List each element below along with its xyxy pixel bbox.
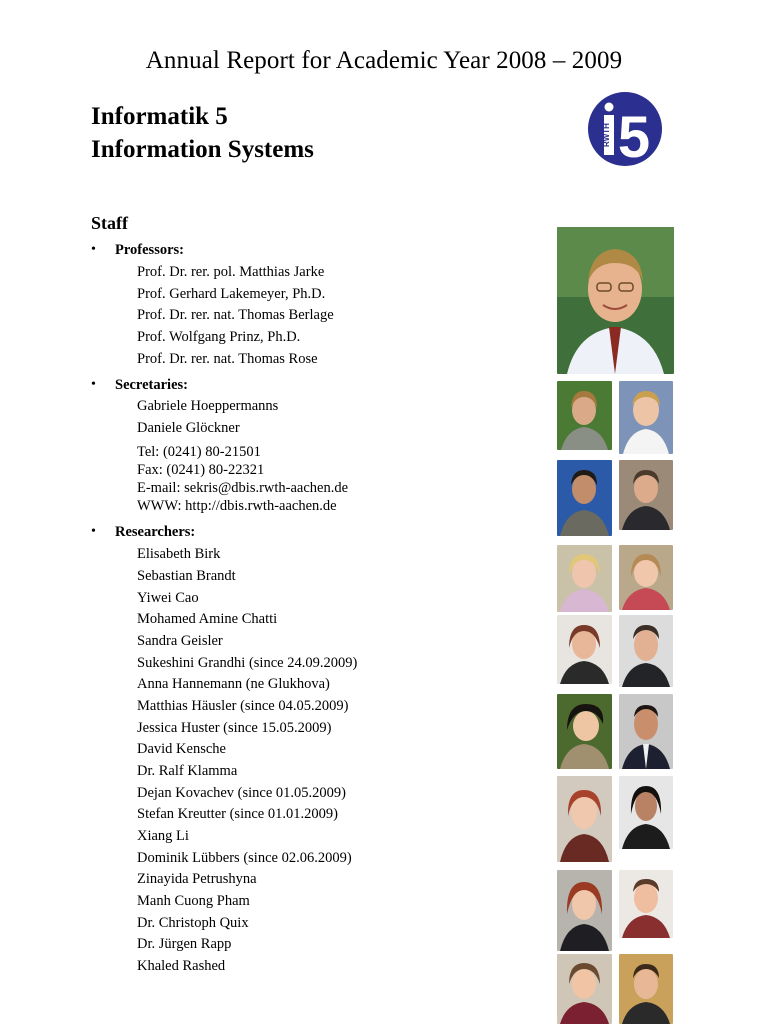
researcher-name: Dr. Jürgen Rapp bbox=[137, 936, 232, 952]
portrait-photo bbox=[557, 545, 612, 612]
portrait-photo bbox=[619, 615, 673, 687]
professor-name: Prof. Wolfgang Prinz, Ph.D. bbox=[137, 329, 301, 345]
portrait-photo bbox=[557, 870, 612, 951]
researcher-name: Matthias Häusler (since 04.05.2009) bbox=[137, 698, 349, 714]
secretary-name: Gabriele Hoeppermanns bbox=[137, 398, 279, 414]
staff-heading: Staff bbox=[91, 213, 128, 233]
researcher-name: Sebastian Brandt bbox=[137, 568, 236, 584]
contact-email[interactable]: E-mail: sekris@dbis.rwth-aachen.de bbox=[137, 480, 349, 496]
portrait-photo bbox=[619, 954, 673, 1024]
researcher-name: Mohamed Amine Chatti bbox=[137, 611, 278, 627]
researcher-name: Manh Cuong Pham bbox=[137, 893, 250, 909]
portrait-photo bbox=[557, 694, 612, 769]
secretaries-title: Secretaries: bbox=[115, 377, 188, 393]
researcher-name: Sandra Geisler bbox=[137, 633, 223, 649]
portrait-photo bbox=[557, 615, 612, 684]
professors-title: Professors: bbox=[115, 242, 184, 258]
portrait-photo bbox=[619, 545, 673, 610]
researchers-title: Researchers: bbox=[115, 524, 196, 540]
professor-name: Prof. Dr. rer. nat. Thomas Berlage bbox=[137, 307, 334, 323]
professor-name: Prof. Gerhard Lakemeyer, Ph.D. bbox=[137, 286, 326, 302]
professor-name: Prof. Dr. rer. pol. Matthias Jarke bbox=[137, 264, 325, 280]
researcher-name: Yiwei Cao bbox=[137, 590, 199, 606]
logo-text: RWTH bbox=[602, 123, 611, 147]
portrait-photo bbox=[619, 870, 673, 938]
researcher-name: Dejan Kovachev (since 01.05.2009) bbox=[137, 785, 346, 801]
bullet-icon: • bbox=[91, 524, 96, 539]
report-title: Annual Report for Academic Year 2008 – 2009 bbox=[145, 47, 623, 74]
portrait-photo bbox=[557, 460, 612, 536]
department-name: Informatik 5 bbox=[91, 103, 228, 130]
portrait-photo bbox=[619, 776, 673, 849]
professor-name: Prof. Dr. rer. nat. Thomas Rose bbox=[137, 351, 318, 367]
rwth-i5-logo-icon bbox=[587, 91, 663, 167]
researcher-name: Sukeshini Grandhi (since 24.09.2009) bbox=[137, 655, 358, 671]
researcher-name: Stefan Kreutter (since 01.01.2009) bbox=[137, 806, 338, 822]
researcher-name: Khaled Rashed bbox=[137, 958, 226, 974]
researcher-name: Jessica Huster (since 15.05.2009) bbox=[137, 720, 332, 736]
researcher-name: Xiang Li bbox=[137, 828, 189, 844]
logo-number: 5 bbox=[617, 105, 651, 167]
bullet-icon: • bbox=[91, 377, 96, 392]
portrait-photo bbox=[557, 954, 612, 1024]
contact-website[interactable]: WWW: http://dbis.rwth-aachen.de bbox=[137, 498, 337, 514]
portrait-photo bbox=[557, 776, 612, 862]
portrait-photo bbox=[619, 460, 673, 530]
researcher-name: Elisabeth Birk bbox=[137, 546, 221, 562]
researcher-name: Dominik Lübbers (since 02.06.2009) bbox=[137, 850, 352, 866]
researcher-name: Dr. Ralf Klamma bbox=[137, 763, 238, 779]
portrait-photo-large bbox=[557, 227, 674, 374]
researcher-name: Anna Hannemann (ne Glukhova) bbox=[137, 676, 330, 692]
secretary-name: Daniele Glöckner bbox=[137, 420, 240, 436]
portrait-photo bbox=[619, 381, 673, 454]
contact-fax: Fax: (0241) 80-22321 bbox=[137, 462, 265, 478]
researcher-name: Zinayida Petrushyna bbox=[137, 871, 257, 887]
bullet-icon: • bbox=[91, 242, 96, 257]
contact-phone: Tel: (0241) 80-21501 bbox=[137, 444, 261, 460]
researcher-name: David Kensche bbox=[137, 741, 226, 757]
portrait-photo bbox=[619, 694, 673, 769]
department-subtitle: Information Systems bbox=[91, 136, 314, 163]
portrait-photo bbox=[557, 381, 612, 450]
researcher-name: Dr. Christoph Quix bbox=[137, 915, 249, 931]
